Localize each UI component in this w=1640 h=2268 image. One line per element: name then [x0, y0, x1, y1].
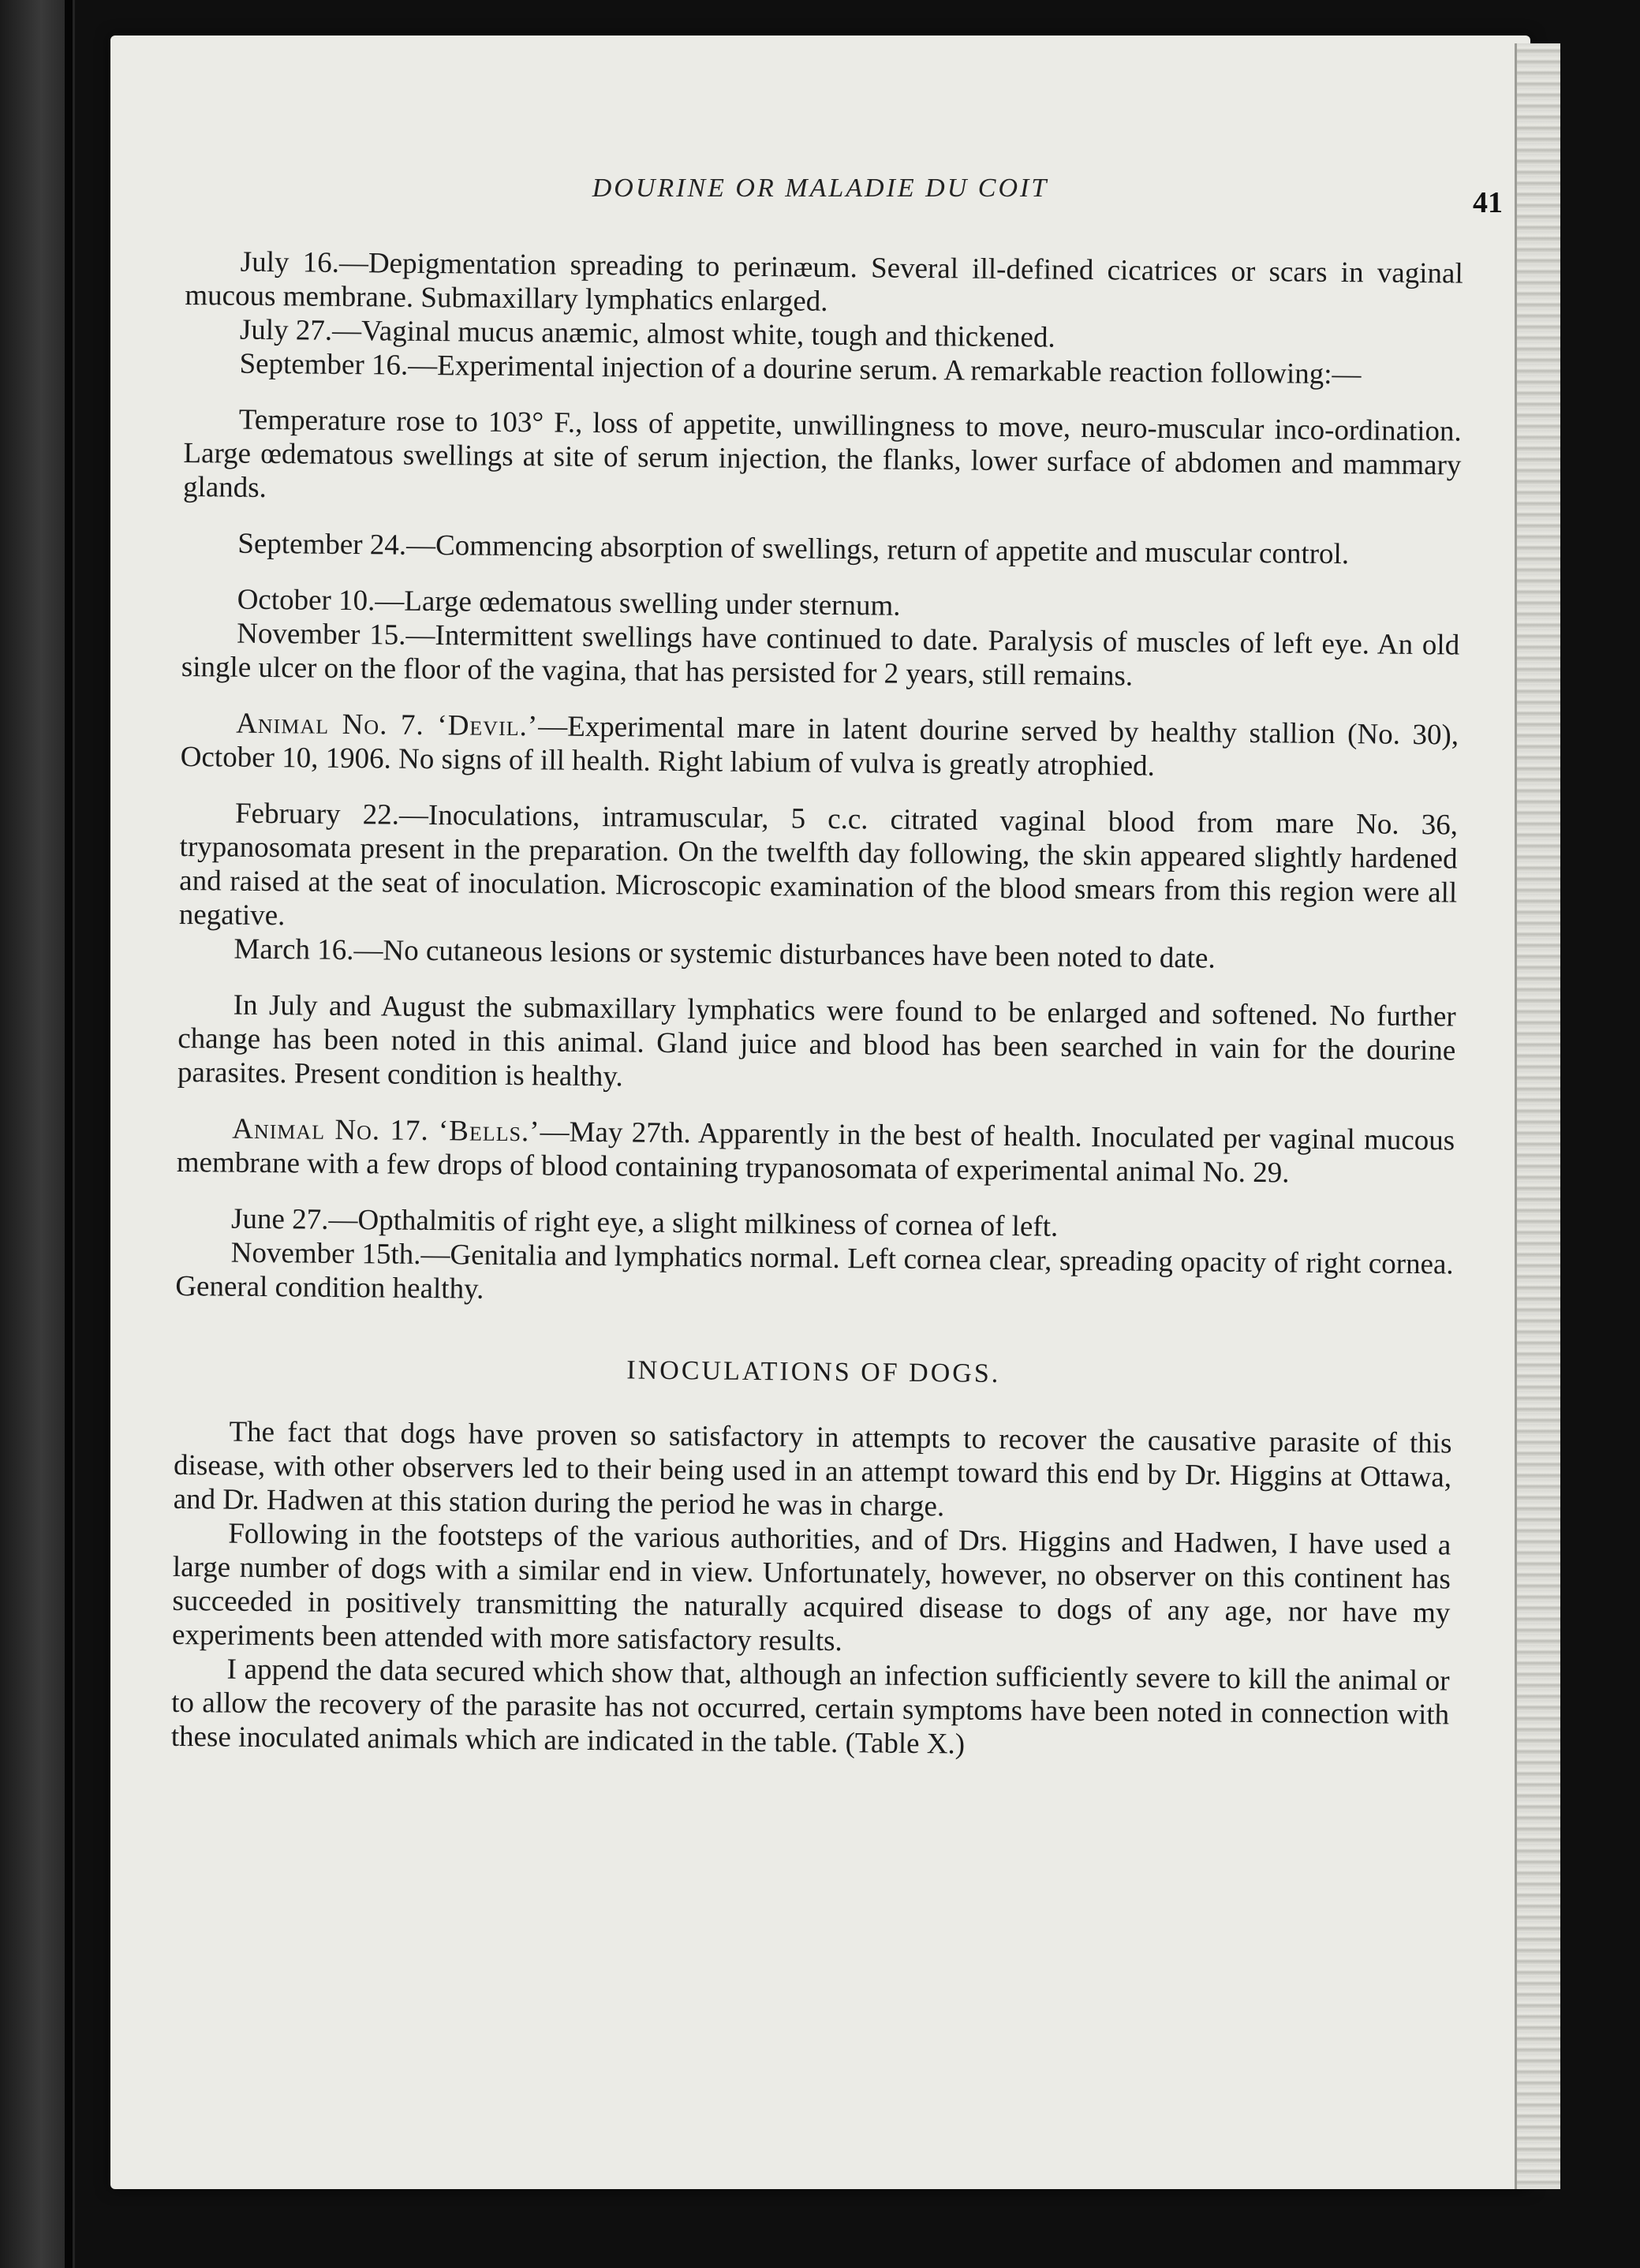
paragraph-march-16: March 16.—No cutaneous lesions or systemic disturbances have been noted to date.: [233, 932, 1216, 975]
page-stack-edge: [1515, 43, 1560, 2189]
paragraph-september-24: September 24.—Commencing absorption of swellings, return of appetite and muscular control.: [237, 527, 1350, 571]
paragraph-temperature: Temperature rose to 103° F., loss of appetite, unwillingness to move, neuro-muscular inco-ordination. Large œdematous swellings at site of serum injection, the flanks, lower surface of abdomen and mammary glands.: [182, 403, 1462, 505]
document-page: [110, 35, 1530, 2189]
paragraph-october-10: October 10.—Large œdematous swelling under sternum.: [237, 583, 901, 622]
previous-page-edge: [0, 0, 75, 2268]
section-paragraph-3: I append the data secured which show that, although an infection sufficiently severe to kill the animal or to allow the recovery of the parasite has not occurred, certain symptoms have been noted in connection with these inoculated animals which are indicated in the table. (Table X.): [170, 1653, 1450, 1761]
animal-7-heading: Animal No. 7. ‘Devil.’: [235, 707, 539, 743]
paragraph-june-27: June 27.—Opthalmitis of right eye, a slight milkiness of cornea of left.: [230, 1202, 1059, 1243]
paragraph-animal-7: [181, 706, 1459, 787]
section-title: INOCULATIONS OF DOGS.: [626, 1355, 1001, 1388]
page-number: 41: [1473, 186, 1503, 219]
book-spine: [65, 0, 73, 2268]
paragraph-july-16: July 16.—Depigmentation spreading to perinæum. Several ill-defined cicatrices or scars in vaginal mucous membrane. Submaxillary lymphatics enlarged.: [185, 245, 1463, 318]
paragraph-november-15: November 15.—Intermittent swellings have continued to date. Paralysis of muscles of left eye. An old single ulcer on the floor of the vagina, that has persisted for 2 years, still remains.: [181, 617, 1460, 693]
section-paragraph-2: Following in the footsteps of the various authorities, and of Drs. Higgins and Hadwen, I have used a large number of dogs with a similar end in view. Unfortunately, however, no observer on this continent has succeeded in positively transmitting the naturally acquired disease to dogs of any age, nor have my experiments been attended with more satisfactory results.: [171, 1517, 1451, 1658]
paragraph-february-22: February 22.—Inoculations, intramuscular, 5 c.c. citrated vaginal blood from mare No. 36, trypanosomata present in the preparation. On the twelfth day following, the skin appeared slightly hardened and raised at the seat of inoculation. Microscopic examination of the blood smears from this region were all negative.: [178, 797, 1459, 932]
paragraph-july-27: July 27.—Vaginal mucus anæmic, almost white, tough and thickened.: [239, 313, 1055, 354]
page-body: [171, 245, 1463, 1765]
paragraph-animal-17: [177, 1112, 1455, 1192]
running-title: DOURINE OR MALADIE DU COIT: [592, 174, 1049, 203]
paragraph-september-16: September 16.—Experimental injection of a dourine serum. A remarkable reaction following:—: [239, 347, 1362, 391]
animal-17-heading: Animal No. 17. ‘Bells.’: [232, 1112, 540, 1149]
paragraph-november-15th: November 15th.—Genitalia and lymphatics normal. Left cornea clear, spreading opacity of right cornea. General condition healthy.: [175, 1236, 1454, 1306]
paragraph-july-august: In July and August the submaxillary lymphatics were found to be enlarged and softened. No further change has been noted in this animal. Gland juice and blood has been searched in vain for the dourine parasites. Present condition is healthy.: [177, 988, 1456, 1093]
animal-17-text: —May 27th. Apparently in the best of health. Inoculated per vaginal mucous membrane with a few drops of blood containing trypanosomata of experimental animal No. 29.: [176, 1115, 1455, 1190]
section-paragraph-1: The fact that dogs have proven so satisfactory in attempts to recover the causative parasite of this disease, with other observers led to their being used in an attempt toward this end by Dr. Higgins at Ottawa, and Dr. Hadwen at this station during the period he was in charge.: [173, 1415, 1452, 1523]
animal-7-text: —Experimental mare in latent dourine served by healthy stallion (No. 30), October 10, 1906. No signs of ill health. Right labium of vulva is greatly atrophied.: [180, 710, 1459, 783]
